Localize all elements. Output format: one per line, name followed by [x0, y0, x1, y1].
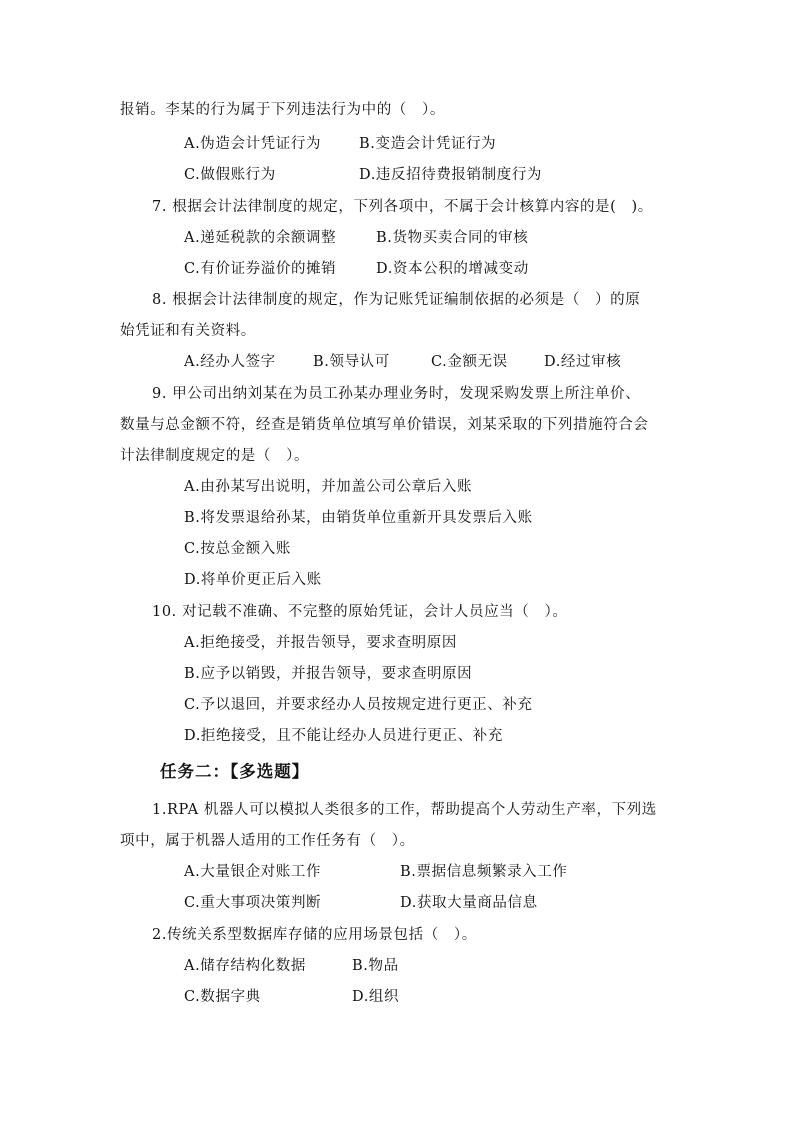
q7-stem: 7. 根据会计法律制度的规定，下列各项中，不属于会计核算内容的是( )。: [152, 199, 653, 215]
q8-stem-line1: 8. 根据会计法律制度的规定，作为记账凭证编制依据的必须是（ ）的原: [152, 292, 641, 308]
m1-option-c: C.重大事项决策判断: [184, 895, 322, 911]
q8-option-b: B.领导认可: [313, 354, 390, 370]
q8-option-d: D.经过审核: [544, 354, 622, 370]
q9-option-b: B.将发票退给孙某，由销货单位重新开具发票后入账: [184, 510, 533, 526]
q8-stem-line2: 始凭证和有关资料。: [120, 323, 256, 339]
q6-option-d: D.违反招待费报销制度行为: [359, 167, 543, 183]
q10-option-a: A.拒绝接受，并报告领导，要求查明原因: [184, 635, 457, 651]
q6-option-c: C.做假账行为: [184, 167, 276, 183]
m1-option-d: D.获取大量商品信息: [400, 895, 538, 911]
q9-stem-line1: 9. 甲公司出纳刘某在为员工孙某办理业务时，发现采购发票上所注单价、: [152, 386, 641, 402]
q10-stem: 10. 对记载不准确、不完整的原始凭证，会计人员应当（ ）。: [152, 604, 568, 620]
q9-option-d: D.将单价更正后入账: [184, 572, 322, 588]
m2-option-d: D.组织: [352, 989, 400, 1005]
m1-option-a: A.大量银企对账工作: [184, 864, 322, 880]
m1-option-b: B.票据信息频繁录入工作: [400, 864, 568, 880]
q9-stem-line2: 数量与总金额不符，经查是销货单位填写单价错误，刘某采取的下列措施符合会: [120, 417, 649, 433]
m1-stem-line1: 1.RPA 机器人可以模拟人类很多的工作，帮助提高个人劳动生产率，下列选: [152, 802, 657, 818]
m1-stem-line2: 项中，属于机器人适用的工作任务有（ ）。: [120, 833, 415, 849]
q9-option-c: C.按总金额入账: [184, 541, 291, 557]
q7-option-d: D.资本公积的增减变动: [376, 261, 529, 277]
task2-heading: 任务二：【多选题】: [160, 762, 310, 781]
q10-option-b: B.应予以销毁，并报告领导，要求查明原因: [184, 666, 473, 682]
m2-option-b: B.物品: [352, 958, 399, 974]
q8-option-c: C.金额无误: [431, 354, 508, 370]
q10-option-c: C.予以退回，并要求经办人员按规定进行更正、补充: [184, 697, 533, 713]
q7-option-b: B.货物买卖合同的审核: [376, 230, 529, 246]
q6-option-b: B.变造会计凭证行为: [359, 136, 497, 152]
q10-option-d: D.拒绝接受，且不能让经办人员进行更正、补充: [184, 728, 503, 744]
q7-option-c: C.有价证券溢价的摊销: [184, 261, 337, 277]
q9-stem-line3: 计法律制度规定的是（ ）。: [120, 448, 310, 464]
q9-option-a: A.由孙某写出说明，并加盖公司公章后入账: [184, 479, 473, 495]
q8-option-a: A.经办人签字: [184, 354, 276, 370]
q7-option-a: A.递延税款的余额调整: [184, 230, 337, 246]
q6-option-a: A.伪造会计凭证行为: [184, 136, 322, 152]
q6-stem-tail: 报销。李某的行为属于下列违法行为中的（ ）。: [120, 102, 445, 118]
m2-stem: 2.传统关系型数据库存储的应用场景包括（ ）。: [152, 927, 477, 943]
m2-option-c: C.数据字典: [184, 989, 261, 1005]
m2-option-a: A.储存结构化数据: [184, 958, 306, 974]
